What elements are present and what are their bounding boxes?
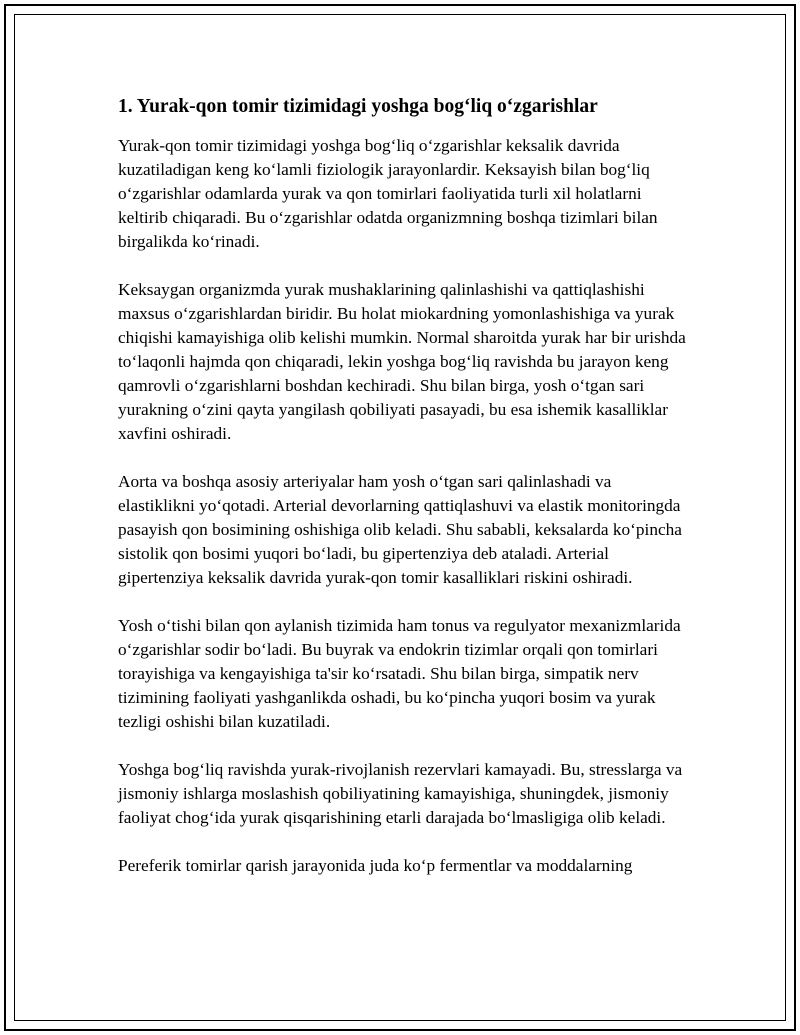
paragraph-1: Yurak-qon tomir tizimidagi yoshga bog‘liq o‘zgarishlar keksalik davrida kuzatiladigan keng ko‘lamli fiziologik jarayonlardir. Keksayish bilan bog‘liq o‘zgarishlar odamlarda yurak va qon tomirlari faoliyatida turli xil holatlarni keltirib chiqaradi. Bu o‘zgarishlar odatda organizmning boshqa tizimlari bilan birgalikda ko‘rinadi. [118,136,658,251]
paragraph-6: Pereferik tomirlar qarish jarayonida juda ko‘p fermentlar va moddalarning [118,856,633,875]
section-heading: 1. Yurak-qon tomir tizimidagi yoshga bog‘liq o‘zgarishlar [118,96,598,117]
paragraph-4: Yosh o‘tishi bilan qon aylanish tizimida ham tonus va regulyator mexanizmlarida o‘zgarishlar sodir bo‘ladi. Bu buyrak va endokrin tizimlar orqali qon tomirlari torayishiga va kengayishiga ta'sir ko‘rsatadi. Shu bilan birga, simpatik nerv tizimining faoliyati yashganlikda oshadi, bu ko‘pincha yuqori bosim va yurak tezligi oshishi bilan kuzatiladi. [118,616,681,731]
document-body [118,93,688,902]
paragraph-3: Aorta va boshqa asosiy arteriyalar ham yosh o‘tgan sari qalinlashadi va elastiklikni yo‘qotadi. Arterial devorlarning qattiqlashuvi va elastik monitoringda pasayish qon bosimining oshishiga olib keladi. Shu sababli, keksalarda ko‘pincha sistolik qon bosimi yuqori bo‘ladi, bu gipertenziya deb ataladi. Arterial gipertenziya keksalik davrida yurak-qon tomir kasalliklari riskini oshiradi. [118,472,682,587]
paragraph-2: Keksaygan organizmda yurak mushaklarining qalinlashishi va qattiqlashishi maxsus o‘zgarishlardan biridir. Bu holat miokardning yomonlashishiga va yurak chiqishi kamayishiga olib kelishi mumkin. Normal sharoitda yurak har bir urishda to‘laqonli hajmda qon chiqaradi, lekin yoshga bog‘liq ravishda bu jarayon keng qamrovli o‘zgarishlarni boshdan kechiradi. Shu bilan birga, yosh o‘tgan sari yurakning o‘zini qayta yangilash qobiliyati pasayadi, bu esa ishemik kasalliklar xavfini oshiradi. [118,280,686,443]
paragraph-5: Yoshga bog‘liq ravishda yurak-rivojlanish rezervlari kamayadi. Bu, stresslarga va jismoniy ishlarga moslashish qobiliyatining kamayishiga, shuningdek, jismoniy faoliyat chog‘ida yurak qisqarishining etarli darajada bo‘lmasligiga olib keladi. [118,760,683,827]
